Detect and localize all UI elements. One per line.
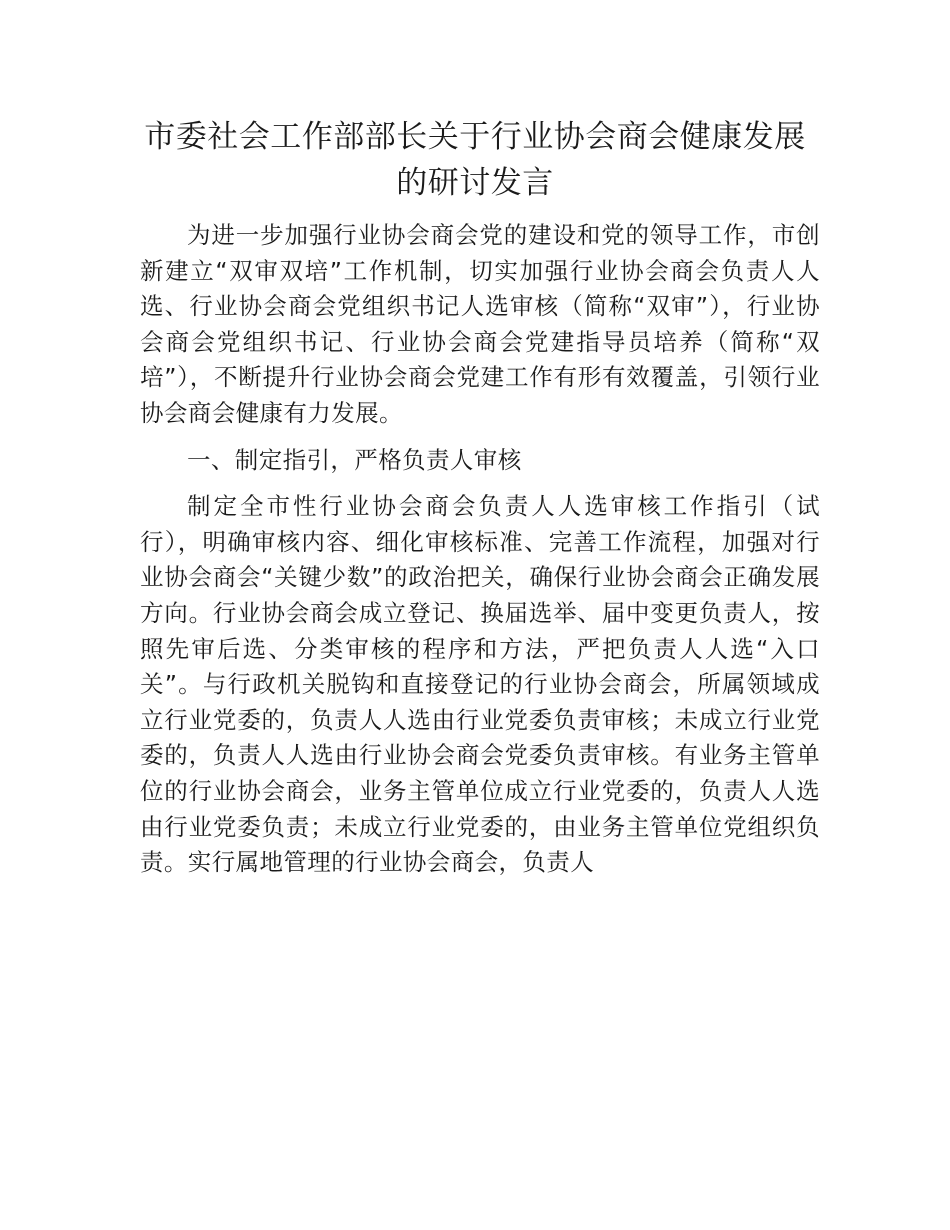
document-body xyxy=(140,218,820,881)
paragraph-gap xyxy=(140,478,820,489)
paragraph-gap xyxy=(140,432,820,443)
document-title: 市委社会工作部部长关于行业协会商会健康发展的研讨发言 xyxy=(144,119,806,201)
section-1-paragraph: 制定全市性行业协会商会负责人人选审核工作指引（试行），明确审核内容、细化审核标准、完善工作流程，加强对行业协会商会“关键少数”的政治把关，确保行业协会商会正确发展方向。行业协会商会成立登记、换届选举、届中变更负责人，按照先审后选、分类审核的程序和方法，严把负责人人选“入口关”。与行政机关脱钩和直接登记的行业协会商会，所属领域成立行业党委的，负责人人选由行业党委负责审核；未成立行业党委的，负责人人选由行业协会商会党委负责审核。有业务主管单位的行业协会商会，业务主管单位成立行业党委的，负责人人选由行业党委负责；未成立行业党委的，由业务主管单位党组织负责。实行属地管理的行业协会商会，负责人 xyxy=(140,492,820,877)
section-heading-1: 一、制定指引，严格负责人审核 xyxy=(187,445,522,474)
intro-paragraph: 为进一步加强行业协会商会党的建设和党的领导工作，市创新建立“双审双培”工作机制，切实加强行业协会商会负责人人选、行业协会商会党组织书记人选审核（简称“双审”），行业协会商会党组织书记、行业协会商会党建指导员培养（简称“双培”），不断提升行业协会商会党建工作有形有效覆盖，引领行业协会商会健康有力发展。 xyxy=(140,221,820,427)
